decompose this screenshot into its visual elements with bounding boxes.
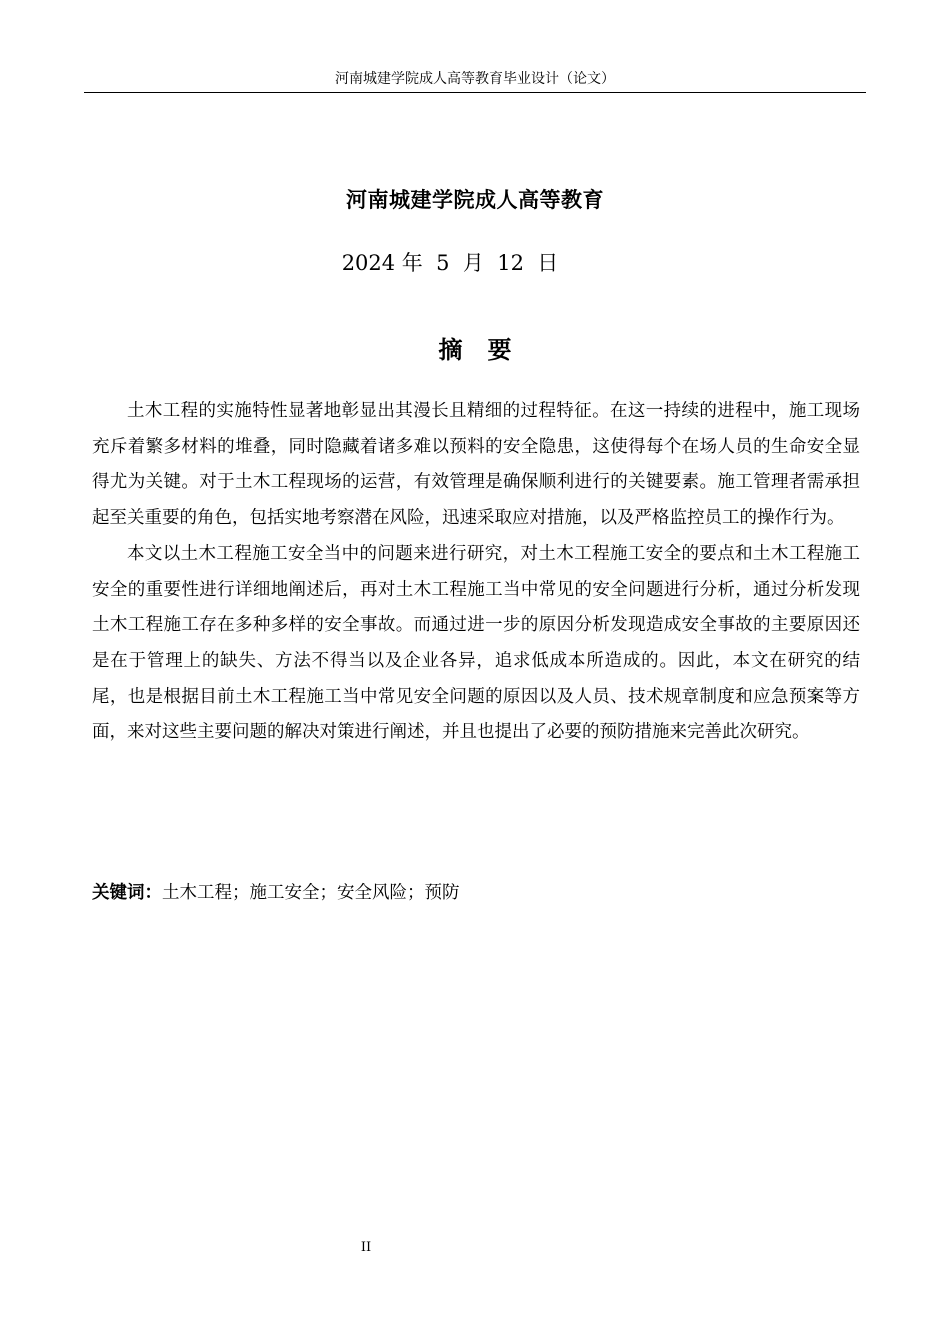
- abstract-paragraph-2: 本文以土木工程施工安全当中的问题来进行研究，对土木工程施工安全的要点和土木工程施工安全的重要性进行详细地阐述后，再对土木工程施工当中常见的安全问题进行分析，通过分析发现土木工程施工存在多种多样的安全事故。而通过进一步的原因分析发现造成安全事故的主要原因还是在于管理上的缺失、方法不得当以及企业各异，追求低成本所造成的。因此，本文在研究的结尾，也是根据目前土木工程施工当中常见安全问题的原因以及人员、技术规章制度和应急预案等方面，来对这些主要问题的解决对策进行阐述，并且也提出了必要的预防措施来完善此次研究。: [92, 543, 860, 743]
- page-number: II: [360, 1240, 372, 1255]
- keywords-text: 土木工程；施工安全；安全风险；预防: [162, 883, 460, 903]
- submission-date: 2024 年 5 月 12 日: [341, 251, 559, 275]
- keywords-line: [92, 875, 860, 911]
- abstract-body: [92, 394, 860, 751]
- abstract-paragraph-1: 土木工程的实施特性显著地彰显出其漫长且精细的过程特征。在这一持续的进程中，施工现场充斥着繁多材料的堆叠，同时隐藏着诸多难以预料的安全隐患，这使得每个在场人员的生命安全显得尤为关键。对于土木工程现场的运营，有效管理是确保顺利进行的关键要素。施工管理者需承担起至关重要的角色，包括实地考察潜在风险，迅速采取应对措施，以及严格监控员工的操作行为。: [92, 401, 860, 529]
- institution-name: 河南城建学院成人高等教育: [346, 188, 604, 212]
- running-header: [84, 66, 866, 93]
- keywords-label: 关键词：: [92, 883, 162, 903]
- abstract-heading: 摘 要: [438, 336, 512, 364]
- running-header-title: 河南城建学院成人高等教育毕业设计（论文）: [335, 71, 615, 87]
